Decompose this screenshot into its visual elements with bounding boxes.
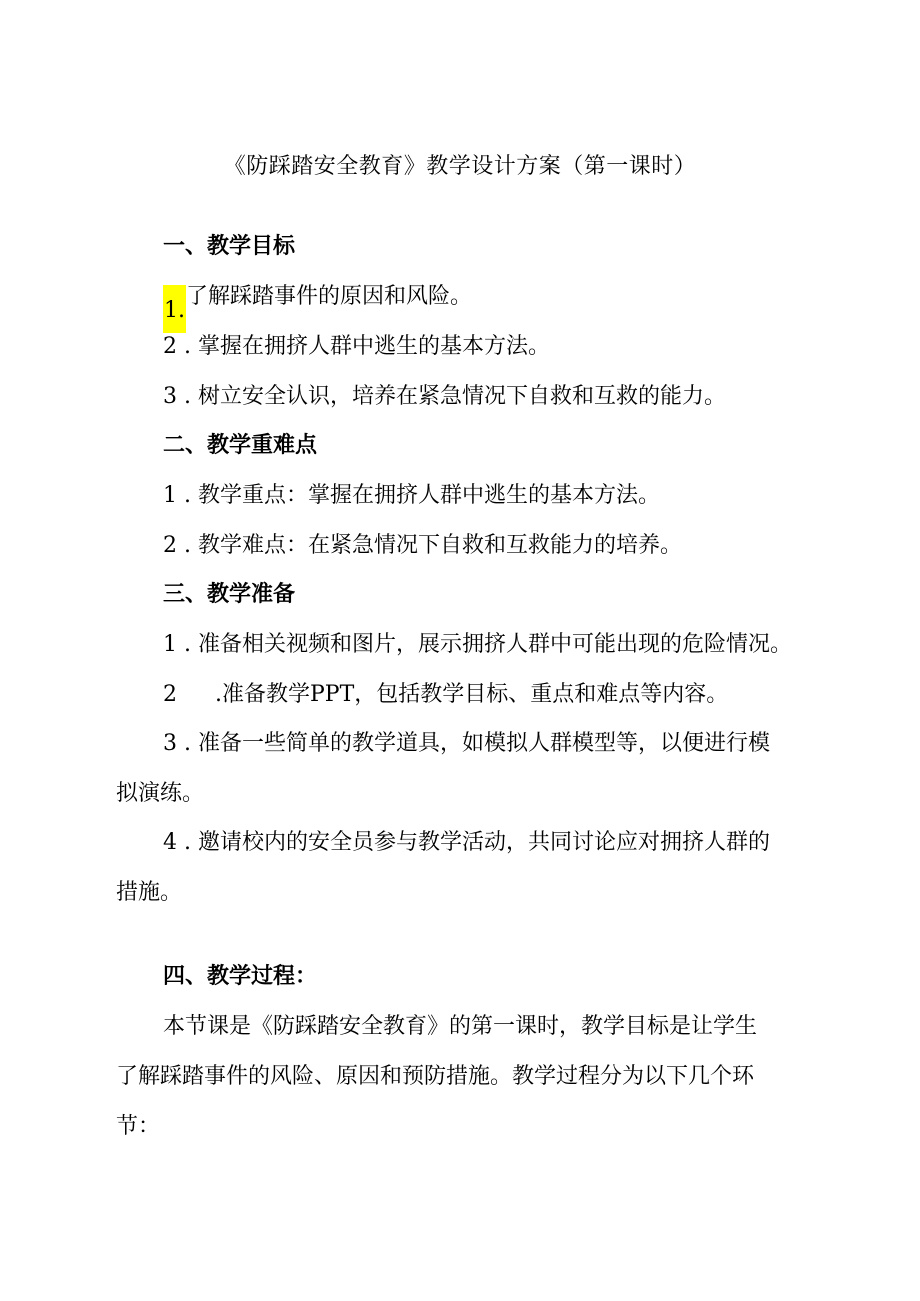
objective-item-3 xyxy=(163,382,726,412)
item-text: 掌握在拥挤人群中逃生的基本方法。 xyxy=(197,334,550,359)
item-text: 了解踩踏事件的原因和风险。 xyxy=(186,284,473,309)
item-text: 树立安全认识，培养在紧急情况下自救和互救的能力。 xyxy=(197,384,726,409)
section-heading-objectives: 一、教学目标 xyxy=(163,234,296,259)
item-text: 教学重点：掌握在拥挤人群中逃生的基本方法。 xyxy=(197,483,660,508)
item-number: 3 . xyxy=(163,384,191,409)
item-number: 2 . xyxy=(163,334,191,359)
key-point-item-1 xyxy=(163,481,660,511)
process-paragraph-line-2: 了解踩踏事件的风险、原因和预防措施。教学过程分为以下几个环 xyxy=(116,1064,755,1089)
item-text: 准备相关视频和图片，展示拥挤人群中可能出现的危险情况。 xyxy=(197,632,792,657)
page-title: 《防踩踏安全教育》教学设计方案（第一课时） xyxy=(223,154,697,179)
key-point-item-2 xyxy=(163,531,682,561)
item-number: 4 . xyxy=(163,830,191,855)
item-text: 教学难点：在紧急情况下自救和互救能力的培养。 xyxy=(197,533,682,558)
item-number: 1 . xyxy=(163,483,191,508)
item-text: 邀请校内的安全员参与教学活动，共同讨论应对拥挤人群的 xyxy=(197,830,770,855)
section-heading-process: 四、教学过程： xyxy=(163,964,318,989)
item-text: .准备教学PPT，包括教学目标、重点和难点等内容。 xyxy=(215,682,729,707)
preparation-item-4-continuation: 措施。 xyxy=(116,880,183,905)
preparation-item-4 xyxy=(163,828,770,858)
preparation-item-2 xyxy=(163,680,728,710)
item-number: 1 . xyxy=(163,632,191,657)
objective-item-2 xyxy=(163,332,550,362)
process-paragraph-line-3: 节： xyxy=(116,1114,161,1139)
section-heading-preparation: 三、教学准备 xyxy=(163,582,296,607)
item-number: 2 . xyxy=(163,533,191,558)
objective-item-1 xyxy=(163,282,472,333)
preparation-item-3 xyxy=(163,729,770,759)
item-number-highlighted: 1. xyxy=(163,285,186,333)
preparation-item-3-continuation: 拟演练。 xyxy=(116,781,205,806)
item-number: 3 . xyxy=(163,731,191,756)
section-heading-key-points: 二、教学重难点 xyxy=(163,433,318,458)
item-text: 准备一些简单的教学道具，如模拟人群模型等，以便进行模 xyxy=(197,731,770,756)
process-paragraph-line-1: 本节课是《防踩踏安全教育》的第一课时，教学目标是让学生 xyxy=(163,1014,758,1039)
preparation-item-1 xyxy=(163,630,792,660)
item-number: 2 xyxy=(163,682,177,707)
